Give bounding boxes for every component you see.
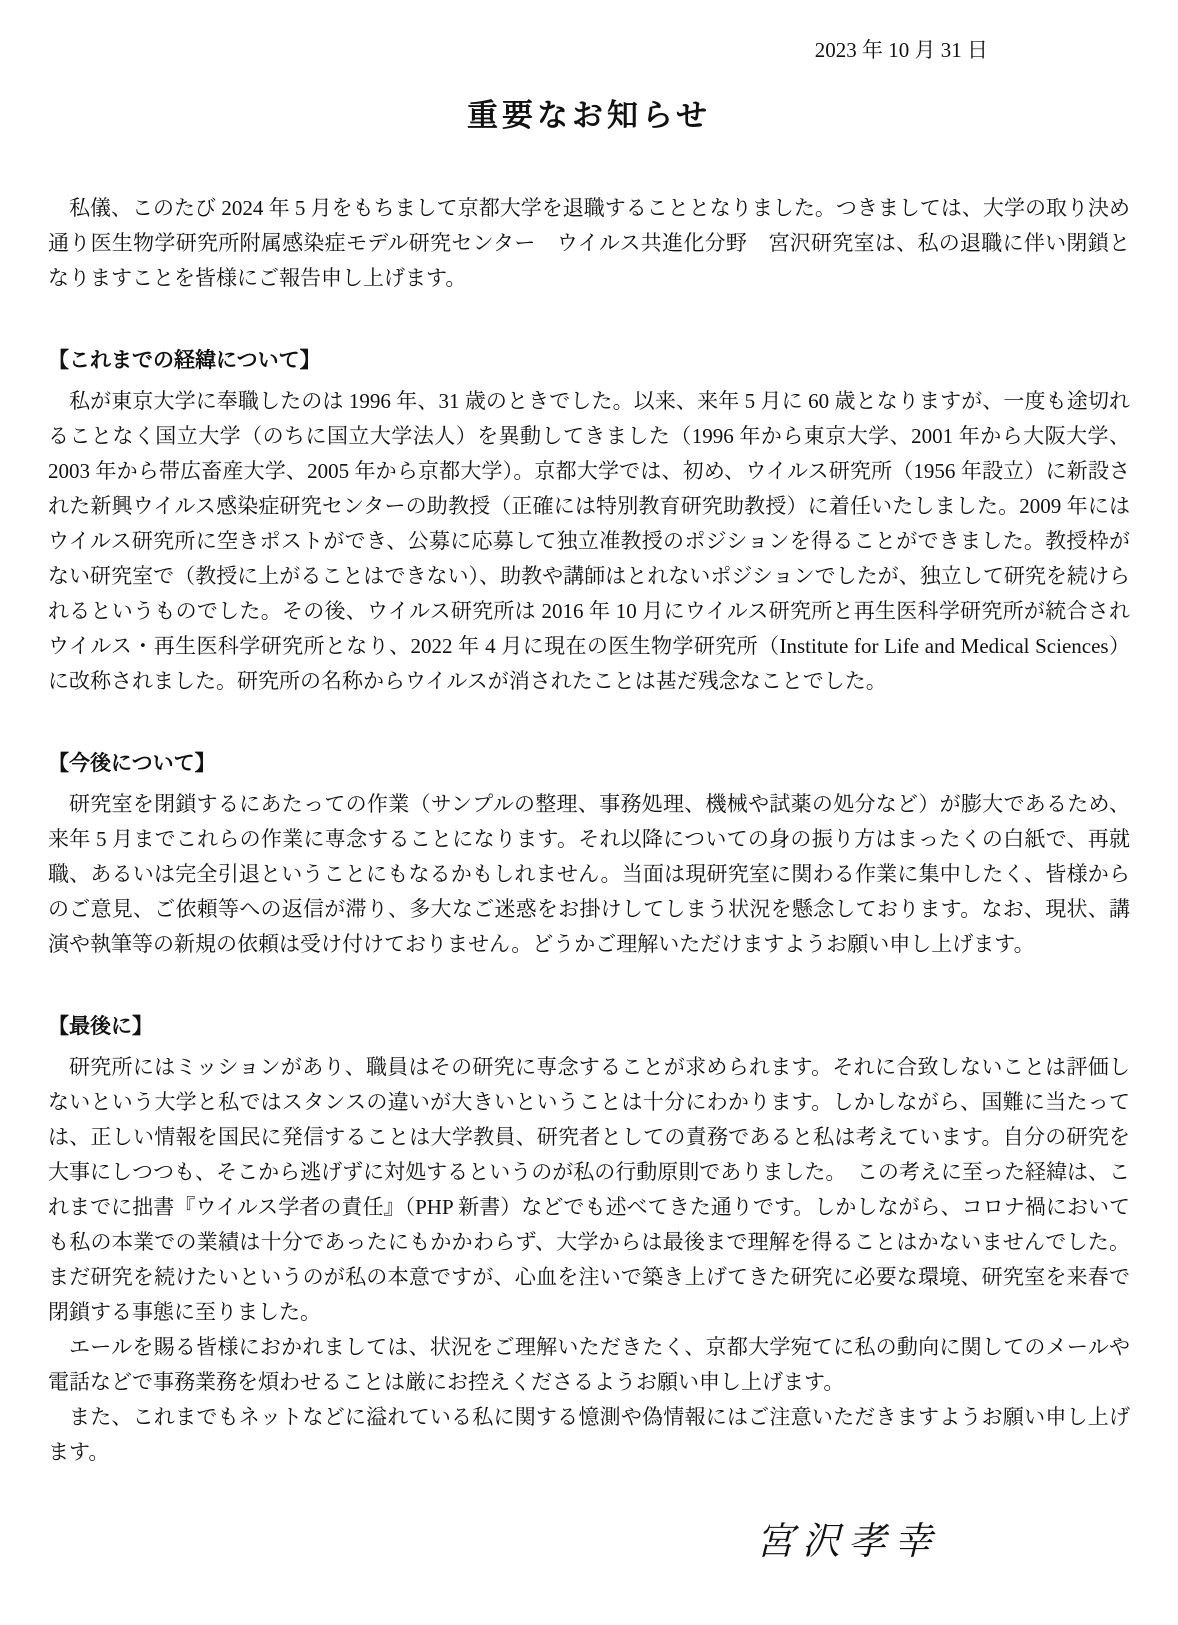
section-career-history [48, 342, 1130, 699]
closing-remarks-paragraph-2: エールを賜る皆様におかれましては、状況をご理解いただきたく、京都大学宛てに私の動向に関してのメールや電話などで事務業務を煩わせることは厳にお控えくださるようお願い申し上げます。 [48, 1335, 1130, 1394]
section-future-plans [48, 745, 1130, 962]
document-date: 2023 年 10 月 31 日 [814, 38, 988, 62]
section-heading-closing-remarks: 【最後に】 [48, 1014, 153, 1038]
page-title: 重要なお知らせ [466, 98, 712, 133]
intro-paragraph: 私儀、このたび 2024 年 5 月をもちまして京都大学を退職することとなりました。つきましては、大学の取り決め通り医生物学研究所附属感染症モデル研究センター ウイルス共進化分野 宮沢研究室は、私の退職に伴い閉鎖となりますことを皆様にご報告申し上げます。 [48, 196, 1130, 290]
section-heading-career-history: 【これまでの経緯について】 [48, 348, 321, 372]
closing-remarks-paragraph-3: また、これまでもネットなどに溢れている私に関する憶測や偽情報にはご注意いただきますようお願い申し上げます。 [48, 1405, 1130, 1464]
section-closing-remarks [48, 1008, 1130, 1470]
career-history-paragraph: 私が東京大学に奉職したのは 1996 年、31 歳のときでした。以来、来年 5 月に 60 歳となりますが、一度も途切れることなく国立大学（のちに国立大学法人）を異動してきました（1996 年から東京大学、2001 年から大阪大学、2003 年から帯広畜産大学、2005 年から京都大学）。京都大学では、初め、ウイルス研究所（1956 年設立）に新設された新興ウイルス感染症研究センターの助教授（正確には特別教育研究助教授）に着任いたしました。2009 年にはウイルス研究所に空きポストができ、公募に応募して独立准教授のポジションを得ることができました。教授枠がない研究室で（教授に上がることはできない）、助教や講師はとれないポジションでしたが、独立して研究を続けられるというものでした。その後、ウイルス研究所は 2016 年 10 月にウイルス研究所と再生医科学研究所が統合されウイルス・再生医科学研究所となり、2022 年 4 月に現在の医生物学研究所（Institute for Life and Medical Sciences）に改称されました。研究所の名称からウイルスが消されたことは甚だ残念なことでした。 [48, 389, 1130, 693]
signature: 宮沢孝幸 [755, 1521, 940, 1563]
section-heading-future-plans: 【今後について】 [48, 751, 216, 775]
future-plans-paragraph: 研究室を閉鎖するにあたっての作業（サンプルの整理、事務処理、機械や試薬の処分など）が膨大であるため、来年 5 月までこれらの作業に専念することになります。それ以降についての身の振り方はまったくの白紙で、再就職、あるいは完全引退ということにもなるかもしれません。当面は現研究室に関わる作業に集中したく、皆様からのご意見、ご依頼等への返信が滞り、多大なご迷惑をお掛けしてしまう状況を懸念しております。なお、現状、講演や執筆等の新規の依頼は受け付けておりません。どうかご理解いただけますようお願い申し上げます。 [48, 792, 1130, 956]
closing-remarks-paragraph-1: 研究所にはミッションがあり、職員はその研究に専念することが求められます。それに合致しないことは評価しないという大学と私ではスタンスの違いが大きいということは十分にわかります。しかしながら、国難に当たっては、正しい情報を国民に発信することは大学教員、研究者としての責務であると私は考えています。自分の研究を大事にしつつも、そこから逃げずに対処するというのが私の行動原則でありました。 この考えに至った経緯は、これまでに拙書『ウイルス学者の責任』（PHP 新書）などでも述べてきた通りです。しかしながら、コロナ禍においても私の本業での業績は十分であったにもかかわらず、大学からは最後まで理解を得ることはかないませんでした。まだ研究を続けたいというのが私の本意ですが、心血を注いで築き上げてきた研究に必要な環境、研究室を来春で閉鎖する事態に至りました。 [48, 1055, 1130, 1324]
